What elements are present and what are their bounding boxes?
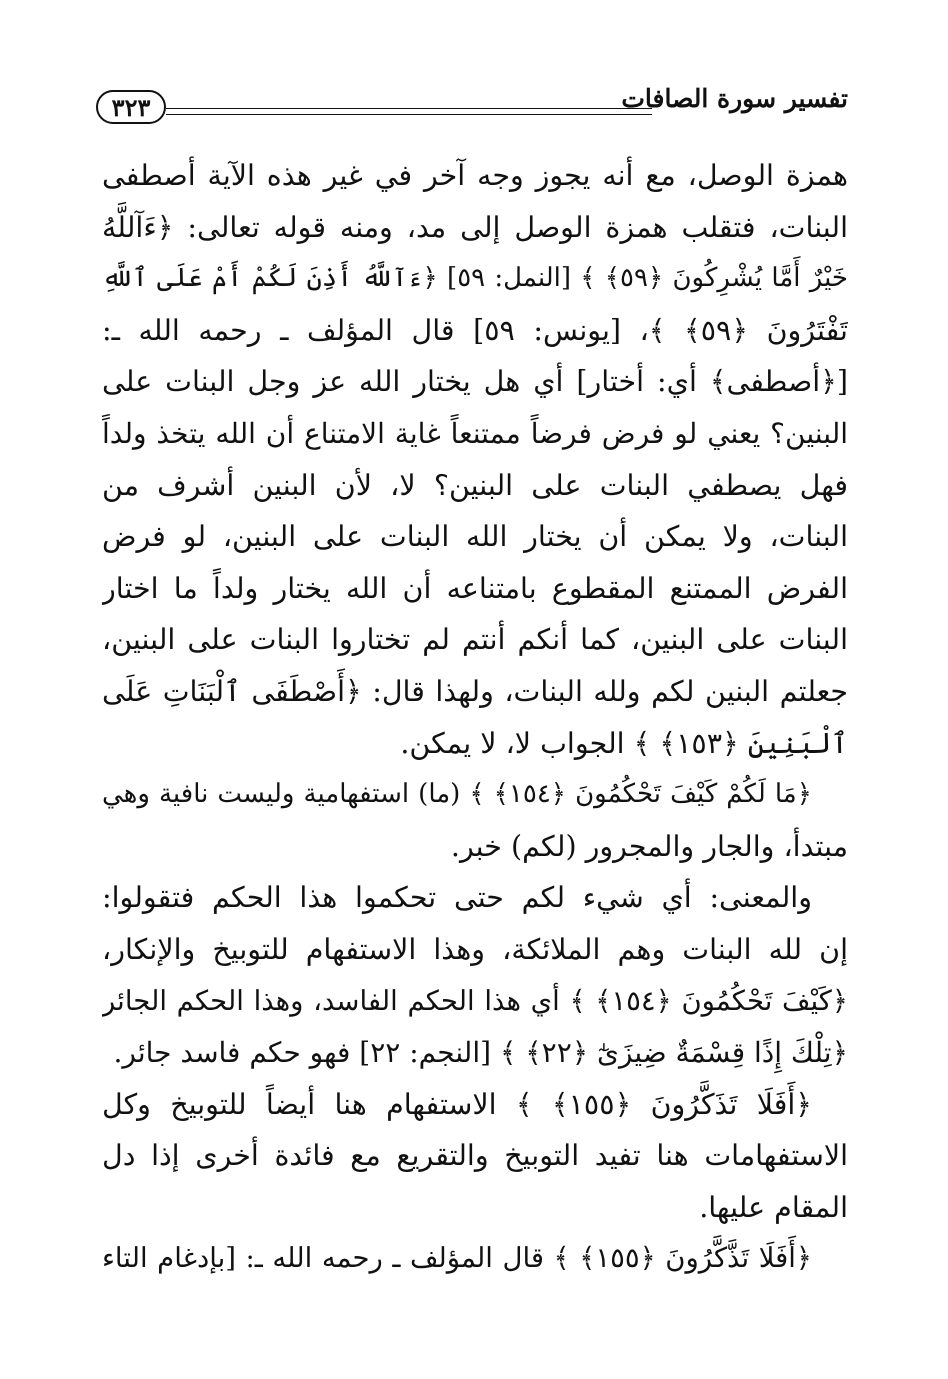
text-line: الاستفهامات هنا تفيد التوبيخ والتقريع مع فائدة أخرى إذا دل: [102, 1139, 848, 1173]
header-rule: [166, 108, 652, 115]
text-line: المقام عليها.: [699, 1190, 848, 1224]
text-line: الفرض الممتنع المقطوع بامتناعه أن الله يختار ولداً ما اختار: [102, 571, 848, 605]
text-line: ٱلْبَنِينَ ﴿١٥٣﴾ ﴾ الجواب لا، لا يمكن.: [400, 726, 848, 760]
text-line: تَفْتَرُونَ ﴿٥٩﴾ ﴾، [يونس: ٥٩] قال المؤلف ـ رحمه الله ـ:: [102, 313, 848, 347]
text-line: فهل يصطفي البنات على البنين؟ لا، لأن البنين أشرف من: [102, 468, 848, 502]
text-line: البنين؟ يعني لو فرض فرضاً ممتنعاً غاية الامتناع أن الله يتخذ ولداً: [102, 416, 848, 450]
running-title: تفسير سورة الصافات: [621, 84, 848, 113]
text-line: البنات على البنين، كما أنكم أنتم لم تختاروا البنات على البنين،: [102, 623, 848, 657]
text-line: خَيْرٌ أَمَّا يُشْرِكُونَ ﴿٥٩﴾ ﴾ [النمل: ٥٩] ﴿ءَآللَّهُ أَذِنَ لَكُمْ أَمْ عَلَى ٱللَّهِ: [102, 263, 848, 294]
text-line: [﴿أصطفى﴾ أي: أختار] أي هل يختار الله عز وجل البنات على: [102, 365, 848, 399]
text-line: همزة الوصل، مع أنه يجوز وجه آخر في غير هذه الآية أصطفى: [102, 159, 848, 192]
text-line: البنات، ولا يمكن أن يختار الله البنات على البنين، لو فرض: [102, 520, 848, 554]
text-line: البنات، فتقلب همزة الوصل إلى مد، ومنه قوله تعالى: ﴿ءَآللَّهُ: [102, 210, 848, 244]
text-line: إن لله البنات وهم الملائكة، وهذا الاستفهام للتوبيخ والإنكار،: [102, 932, 848, 966]
text-line: ﴿أَفَلَا تَذَّكَّرُونَ ﴿١٥٥﴾ ﴾ قال المؤلف ـ رحمه الله ـ: [بإدغام التاء: [102, 1242, 813, 1275]
page-number: ٣٢٣: [96, 90, 166, 124]
text-line: ﴿تِلْكَ إِذًا قِسْمَةٌ ضِيزَىٰٓ ﴿٢٢﴾ ﴾ [النجم: ٢٢] فهو حكم فاسد جائر.: [113, 1036, 848, 1070]
body-text: [102, 150, 848, 1285]
text-line: جعلتم البنين لكم ولله البنات، ولهذا قال: ﴿أَصْطَفَى ٱلْبَنَاتِ عَلَى: [102, 674, 848, 708]
text-line: ﴿أَفَلَا تَذَكَّرُونَ ﴿١٥٥﴾ ﴾ الاستفهام هنا أيضاً للتوبيخ وكل: [102, 1087, 812, 1121]
text-line: مبتدأ، والجار والمجرور (لكم) خبر.: [450, 829, 848, 863]
text-line: والمعنى: أي شيء لكم حتى تحكموا هذا الحكم فتقولوا:: [102, 881, 812, 915]
page-header: [96, 84, 848, 130]
text-line: ﴿كَيْفَ تَحْكُمُونَ ﴿١٥٤﴾ ﴾ أي هذا الحكم الفاسد، وهذا الحكم الجائر: [102, 984, 848, 1017]
text-line: ﴿مَا لَكُمْ كَيْفَ تَحْكُمُونَ ﴿١٥٤﴾ ﴾ (ما) استفهامية وليست نافية وهي: [102, 779, 812, 810]
